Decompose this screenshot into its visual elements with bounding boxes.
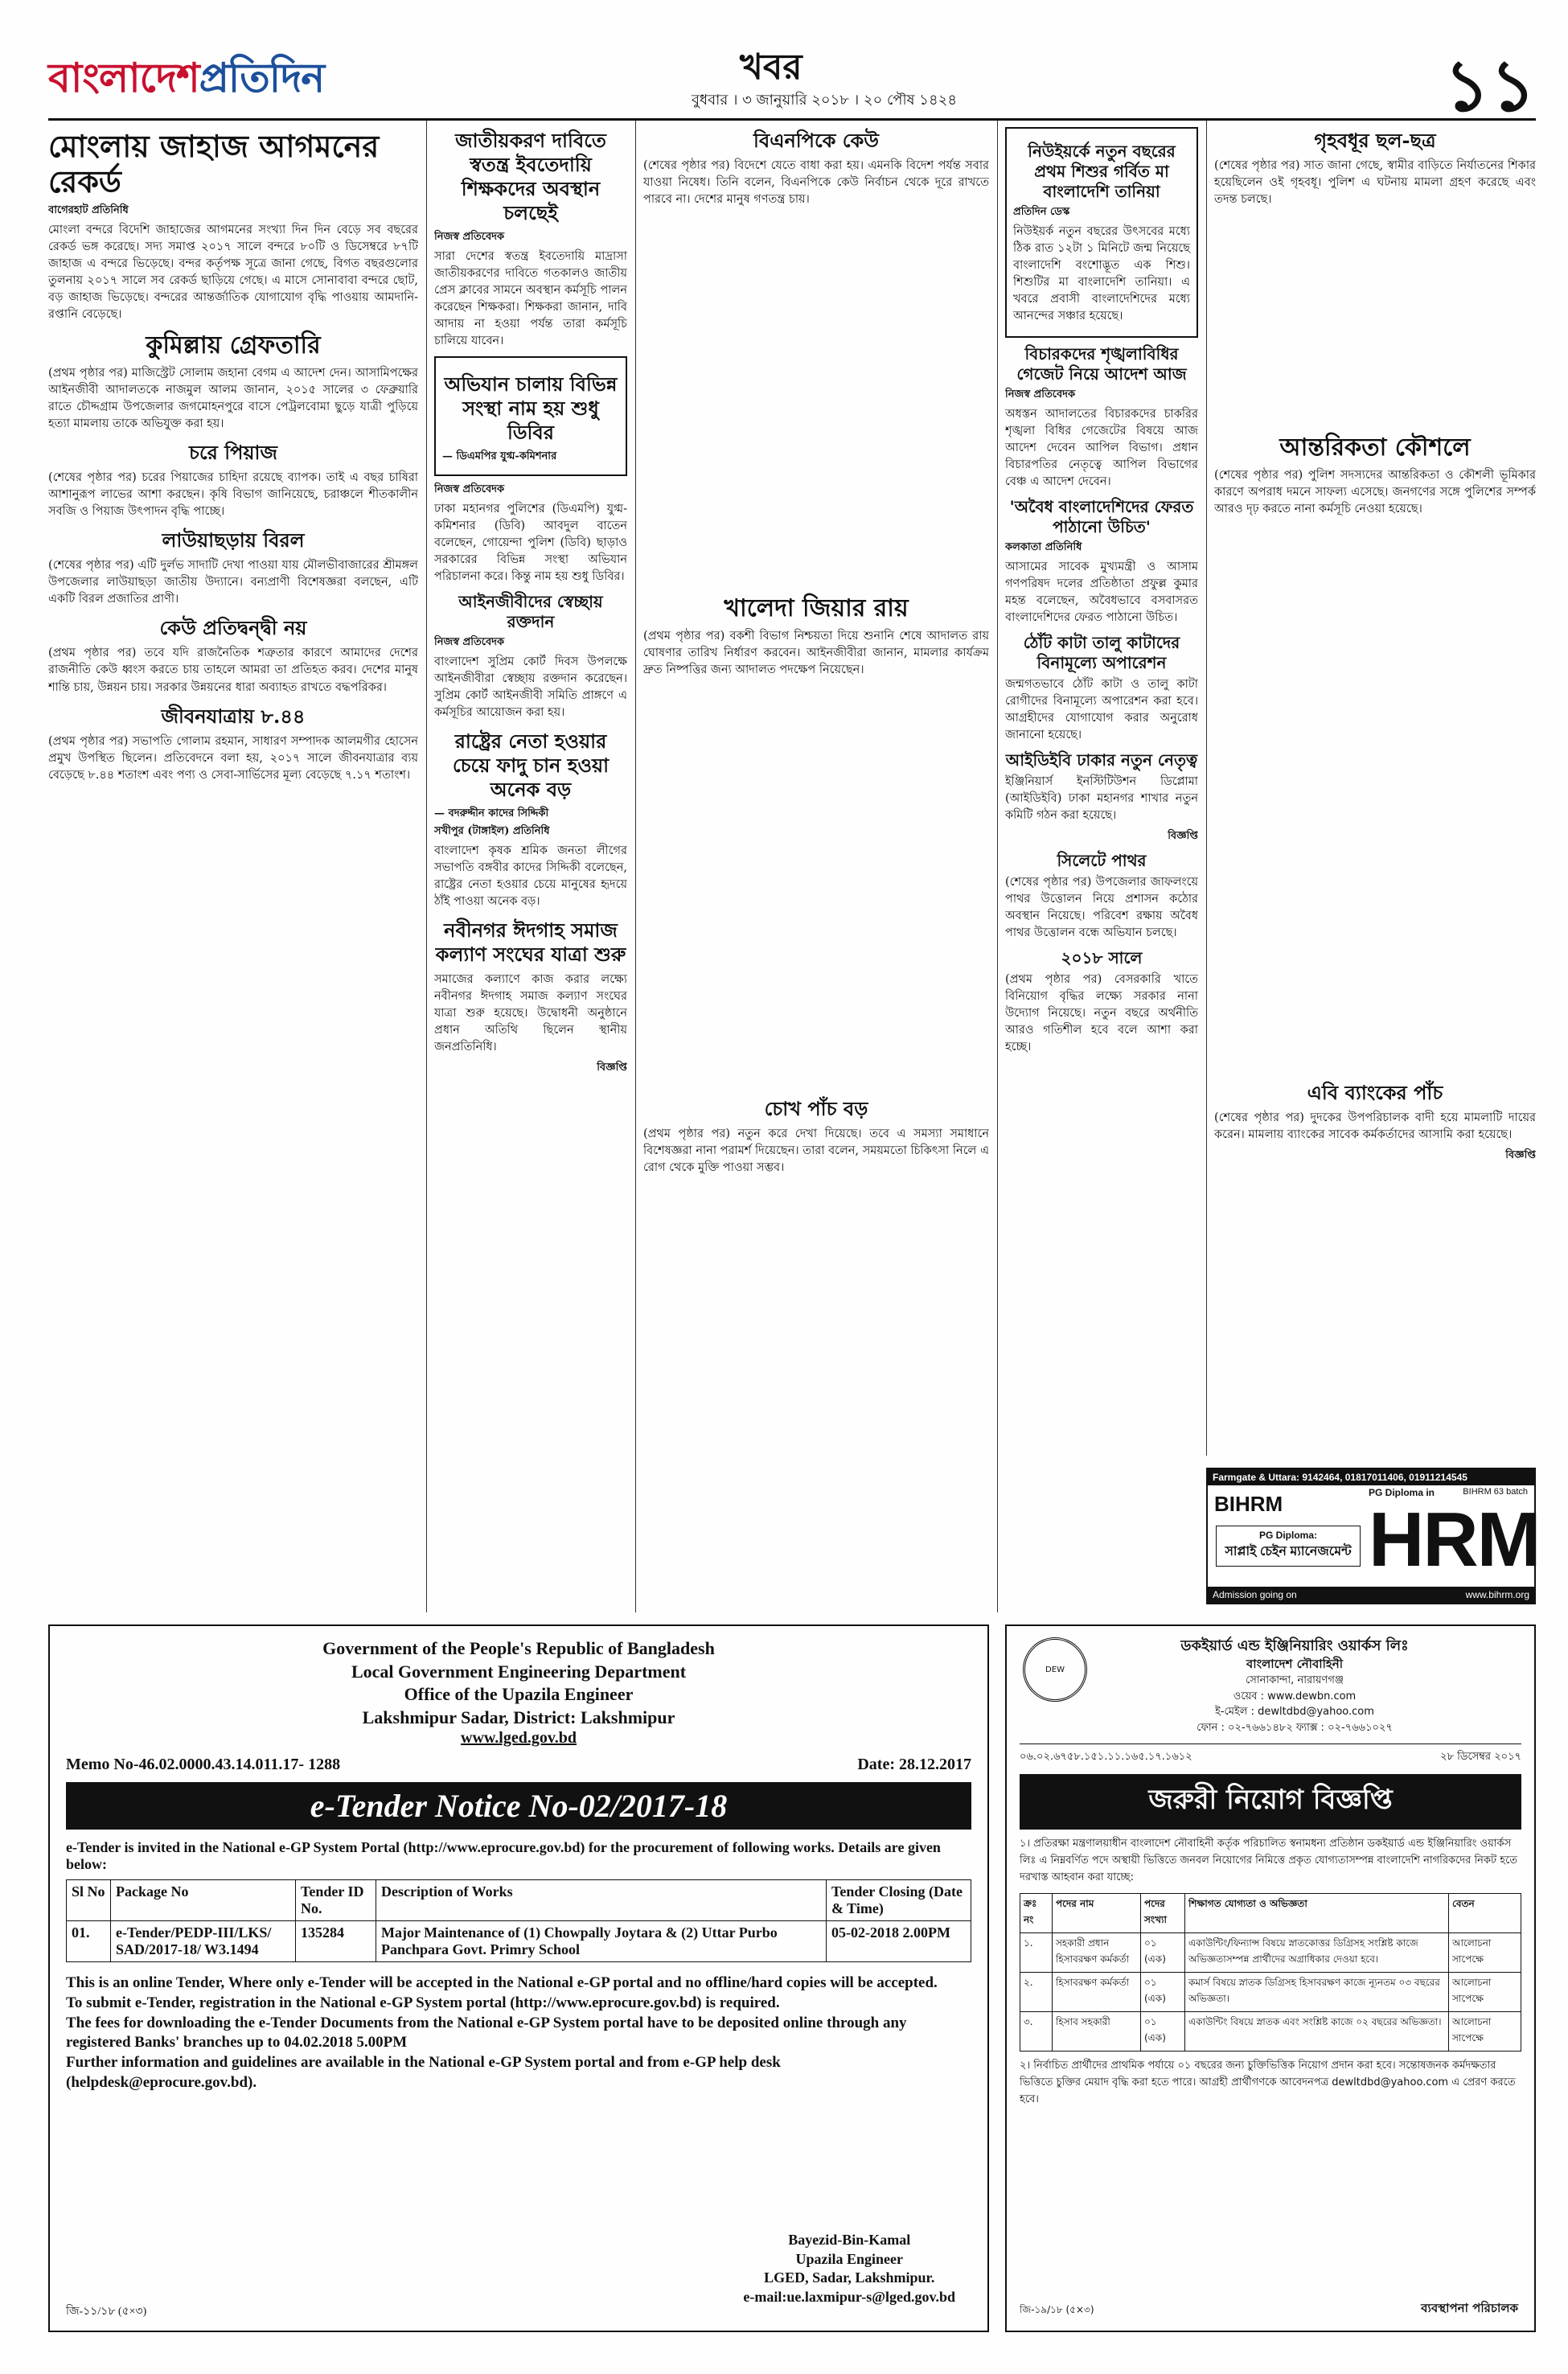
article-body: (শেষের পৃষ্ঠার পর) এটি দুর্লভ সাদাটি দেখা পাওয়া যায় মৌলভীবাজারের শ্রীমঙ্গল উপজেলার লাউয়াছড়া জাতীয় উদ্যানে। বন্যপ্রাণী বিশেষজ্ঞরা বলছেন, এটি একটি বিরল প্রজাতির প্রাণী। <box>48 559 418 606</box>
headline-ab-bank: এবি ব্যাংকের পাঁচ <box>1307 1081 1443 1105</box>
article-body: (প্রথম পৃষ্ঠার পর) বকশী বিভাগ নিশ্চয়তা দিয়ে শুনানি শেষে আদালত রায় ঘোষণার তারিখ নির্ধারণ করবেন। আইনজীবীরা জানান, মামলার কার্যক্রম দ্রুত নিষ্পত্তির জন্য আদালত পদক্ষেপ নিয়েছেন। <box>643 630 989 677</box>
company-seal-icon: DEW <box>1023 1637 1087 1702</box>
column-3 <box>643 121 989 1616</box>
tender-banner: e-Tender Notice No-02/2017-18 <box>66 1782 971 1830</box>
ad-hrm-big: HRM <box>1369 1497 1540 1583</box>
ad-pg: PG Diploma in <box>1369 1487 1435 1498</box>
ad-contact-bar: Farmgate & Uttara: 9142464, 01817011406, 01911214545 <box>1208 1469 1534 1485</box>
column-2 <box>434 121 627 1616</box>
byline: কলকাতা প্রতিনিধি <box>1005 540 1082 553</box>
headline-cumilla: কুমিল্লায় গ্রেফতারি <box>146 331 321 360</box>
source-note: বিজ্ঞপ্তি <box>597 1062 627 1074</box>
tender-table <box>66 1879 971 1962</box>
featured-box <box>1005 127 1198 338</box>
ad-code: জি-১৯/১৮ (৫×৩) <box>1020 2304 1094 2315</box>
headline-housewife: গৃহবধূর ছল-ছত্র <box>1314 129 1436 152</box>
recruitment-advertisement <box>1005 1624 1536 2332</box>
headline-cleft: ঠোঁট কাটা তালু কাটাদের বিনামূল্যে অপারেশন <box>1023 632 1180 672</box>
byline: নিজস্ব প্রতিবেদক <box>434 231 505 243</box>
article-body: (প্রথম পৃষ্ঠার পর) নতুন করে দেখা দিয়েছে। তবে এ সমস্যা সমাধানে বিশেষজ্ঞরা নানা পরামর্শ দিয়েছেন। তারা বলেন, সময়মতো চিকিৎসা নিলে এ রোগ থেকে মুক্তি পাওয়া সম্ভব। <box>643 1127 989 1175</box>
dateline: বুধবার । ৩ জানুয়ারি ২০১৮ । ২০ পৌষ ১৪২৪ <box>692 92 958 109</box>
headline-nabinagar: নবীনগর ঈদগাহ সমাজ কল্যাণ সংঘের যাত্রা শুরু <box>435 918 626 967</box>
headline-newyork: নিউইয়র্কে নতুন বছরের প্রথম শিশুর গর্বিত মা বাংলাদেশি তানিয়া <box>1028 142 1176 201</box>
headline-teachers: জাতীয়করণ দাবিতে স্বতন্ত্র ইবতেদায়ি শিক্ষকদের অবস্থান চলছেই <box>455 129 606 224</box>
masthead <box>48 32 1536 127</box>
article-body: সারা দেশের স্বতন্ত্র ইবতেদায়ি মাদ্রাসা জাতীয়করণের দাবিতে গতকালও জাতীয় প্রেস ক্লাবের সামনে অবস্থান কর্মসূচি পালন করেছেন শিক্ষকরা। শিক্ষকরা জানান, দাবি আদায় না হওয়া পর্যন্ত তারা কর্মসূচি চালিয়ে যাবেন। <box>434 249 627 347</box>
ad-sub-course: PG Diploma: সাপ্লাই চেইন ম্যানেজমেন্ট <box>1216 1526 1361 1567</box>
article-body: মোংলা বন্দরে বিদেশি জাহাজের আগমনের সংখ্যা দিন দিন বেড়ে সব বছরের রেকর্ড ভঙ্গ করেছে। সদ্য সমাপ্ত ২০১৭ সালে বন্দরে ৮০টি ও ডিসেম্বরে ৮৭টি জাহাজ এ বন্দরে ভিড়েছে। বন্দর কর্তৃপক্ষ সূত্রে জানা গেছে, বিগত বছরগুলোর তুলনায় ২০১৭ সালে সব রেকর্ড ছাড়িয়ে গেছে। এ মাসে সোনাবাবা বন্দরে ছোট, বড় জাহাজ ভিড়েছে। বন্দরের আন্তর্জাতিক যোগাযোগ বৃদ্ধি পাওয়ায় আমদানি-রপ্তানি বেড়েছে। <box>48 224 418 322</box>
article-body: অধস্তন আদালতের বিচারকদের চাকরির শৃঙ্খলা বিধির গেজেটের বিষয়ে আজ আদেশ দেবেন আপিল বিভাগ। প্রধান বিচারপতির নেতৃত্বে আপিল বিভাগের বেঞ্চ এ আদেশ দেবেন। <box>1005 407 1198 488</box>
memo-line <box>66 1756 971 1774</box>
company-email[interactable]: ই-মেইল : dewltdbd@yahoo.com <box>1215 1706 1374 1719</box>
headline-rival: কেউ প্রতিদ্বন্দ্বী নয় <box>159 616 307 640</box>
newspaper-logo: বাংলাদেশপ্রতিদিন <box>48 55 325 101</box>
signatory-title: ব্যবস্থাপনা পরিচালক <box>1421 2301 1518 2315</box>
table-row: 01. e-Tender/PEDP-III/LKS/ SAD/2017-18/ W3.1494 135284 Major Maintenance of (1) Chowpally Joytara & (2) Uttar Purbo Panchpara Govt. Primry School 05-02-2018 2.00PM <box>67 1921 971 1962</box>
headline-khaleda: খালেদা জিয়ার রায় <box>724 594 909 623</box>
article-body: (প্রথম পৃষ্ঠার পর) বেসরকারি খাতে বিনিয়োগ বৃদ্ধির লক্ষ্যে সরকার নানা উদ্যোগ নিয়েছে। নতুন বছরে অর্থনীতি আরও গতিশীল হবে বলে আশা করা হচ্ছে। <box>1005 972 1198 1054</box>
article-body: (শেষের পৃষ্ঠার পর) উপজেলার জাফলংয়ে পাথর উত্তোলন নিয়ে প্রশাসন কঠোর অবস্থান নিয়েছে। পরিবেশ রক্ষায় অবৈধ পাথর উত্তোলন বন্ধে অভিযান চলছে। <box>1005 875 1198 939</box>
page-number: ১১ <box>1443 44 1536 127</box>
headline-sincerity: আন্তরিকতা কৌশলে <box>1279 433 1471 462</box>
column-divider <box>1206 121 1207 1456</box>
memo-number: Memo No-46.02.0000.43.14.011.17- 1288 <box>66 1756 341 1774</box>
headline-illegal: 'অবৈধ বাংলাদেশিদের ফেরত পাঠানো উচিত' <box>1009 496 1194 536</box>
source-note: বিজ্ঞপ্তি <box>1168 829 1198 842</box>
table-row: ১. সহকারী প্রধান হিসাবরক্ষণ কর্মকর্তা ০১ (এক) একাউন্টিং/ফিন্যান্স বিষয়ে স্নাতকোত্তর ডিগ্রিসহ সংশ্লিষ্ট কাজে অভিজ্ঞতাসম্পন্ন প্রার্থীদের অগ্রাধিকার দেওয়া হবে। আলোচনা সাপেক্ষে <box>1020 1933 1521 1973</box>
headline-sylhet: সিলেটে পাথর <box>1057 850 1147 870</box>
headline-mongla: মোংলায় জাহাজ আগমনের রেকর্ড <box>48 128 380 199</box>
column-divider <box>997 121 998 1612</box>
headline-leader: রাষ্ট্রের নেতা হওয়ার চেয়ে ফাদু চান হওয়া অনেক বড় <box>452 729 610 801</box>
article-body: ইঞ্জিনিয়ার্স ইনস্টিটিউশন ডিপ্লোমা (আইডিইবি) ঢাকা মহানগর শাখার নতুন কমিটি গঠন করা হয়েছে। <box>1005 774 1198 822</box>
column-divider <box>635 121 636 1612</box>
ad-bottom-bar: Admission going on www.bihrm.org <box>1208 1587 1534 1603</box>
column-5 <box>1214 121 1536 1460</box>
signature-email[interactable]: e-mail:ue.laxmipur-s@lged.gov.bd <box>743 2288 955 2305</box>
table-row: ২. হিসাবরক্ষণ কর্মকর্তা ০১ (এক) কমার্স বিষয়ে স্নাতক ডিগ্রিসহ হিসাবরক্ষণ কাজে ন্যূনতম ০৩ বছরের অভিজ্ঞতা। আলোচনা সাপেক্ষে <box>1020 1973 1521 2012</box>
article-body: (প্রথম পৃষ্ঠার পর) মাজিস্ট্রেট সোলাম জহানা বেগম এ আদেশ দেন। আসামিপক্ষের আইনজীবী আদালতকে নাজমুল আলম জানান, ২০১৫ সালের ৩ ফেব্রুয়ারি রাতে চৌদ্দগ্রাম উপজেলার জগমোহনপুরে বাসে পেট্রলবোমা ছুড়ে যাত্রী পুড়িয়ে হত্যা মামলায় তাকে অভিযুক্ত করা হয়। <box>48 367 418 431</box>
byline: প্রতিদিন ডেস্ক <box>1013 206 1070 218</box>
tender-notes: This is an online Tender, Where only e-Tender will be accepted in the National e-GP portal and no offline/hard copies will be accepted. To submit e-Tender, registration in the National e-GP System portal (http://www.eprocure.gov.bd) is required. The fees for downloading the e-Tender Documents from the National e-GP System portal have to be deposited online through any registered Banks' branches up to 04.02.2018 5.00PM Further information and guidelines are available in the National e-GP System portal and from e-GP help desk (helpdesk@eprocure.gov.bd). <box>66 1974 938 2091</box>
ad-brand: BIHRM <box>1214 1492 1283 1516</box>
article-body: বাংলাদেশ কৃষক শ্রমিক জনতা লীগের সভাপতি বঙ্গবীর কাদের সিদ্দিকী বলেছেন, রাষ্ট্রের নেতা হওয়ার চেয়ে মানুষের হৃদয়ে ঠাঁই পাওয়া অনেক বড়। <box>434 844 627 909</box>
article-body: (প্রথম পৃষ্ঠার পর) সভাপতি গোলাম রহমান, সাধারণ সম্পাদক আলমগীর হোসেন প্রমুখ উপস্থিত ছিলেন। প্রতিবেদনে বলা হয়, ২০১৭ সালে জীবনযাত্রার ব্যয় বেড়েছে ৮.৪৪ শতাংশ এবং পণ্য ও সেবা-সার্ভিসের মূল্য বেড়েছে ৭.১৭ শতাংশ। <box>48 734 418 782</box>
byline: সখীপুর (টাঙ্গাইল) প্রতিনিধি <box>434 825 550 838</box>
tender-intro: e-Tender is invited in the National e-GP System Portal (http://www.eprocure.gov.bd) for the procurement of following works. Details are given below: <box>66 1839 941 1873</box>
section-title: খবর <box>740 47 802 88</box>
byline: নিজস্ব প্রতিবেদক <box>434 635 505 648</box>
table-row: ৩. হিসাব সহকারী ০১ (এক) একাউন্টিং বিষয়ে স্নাতক এবং সংশ্লিষ্ট কাজে ০২ বছরের অভিজ্ঞতা। আলোচনা সাপেক্ষে <box>1020 2012 1521 2052</box>
byline: নিজস্ব প্রতিবেদক <box>434 483 505 495</box>
company-contact: সোনাকান্দা, নারায়ণগঞ্জ ওয়েব : www.dewbn.com ই-মেইল : dewltdbd@yahoo.com ফোন : ০২-৭৬৬১৪৮২ ফ্যাক্স : ০২-৭৬৬১০২৭ <box>1068 1673 1521 1735</box>
quote-box <box>434 356 627 476</box>
byline: নিজস্ব প্রতিবেদক <box>1005 388 1076 400</box>
ad-website-link[interactable]: www.bihrm.org <box>1465 1589 1529 1600</box>
article-body: সমাজের কল্যাণে কাজ করার লক্ষ্যে নবীনগর ঈদগাহ সমাজ কল্যাণ সংঘের যাত্রা শুরু হয়েছে। উদ্বোধনী অনুষ্ঠানে প্রধান অতিথি ছিলেন স্থানীয় জনপ্রতিনিধি। <box>434 973 627 1054</box>
headline-ideb: আইডিইবি ঢাকার নতুন নেতৃত্ব <box>1005 750 1198 770</box>
article-body: (প্রথম পৃষ্ঠার পর) তবে যদি রাজনৈতিক শত্রুতার কারণে আমাদের দেশের রাজনীতি কেউ ধ্বংস করতে চায় তাহলে আমরা তা প্রতিহত করব। দেশের মানুষ শান্তি চায়, উন্নয়ন চায়। সরকার উন্নয়নের ধারা অব্যাহত রাখতে বদ্ধপরিকর। <box>48 647 418 694</box>
lged-website-link[interactable]: www.lged.gov.bd <box>461 1729 577 1748</box>
article-body: বাংলাদেশ সুপ্রিম কোর্ট দিবস উপলক্ষে আইনজীবীরা স্বেচ্ছায় রক্তদান করেছেন। সুপ্রিম কোর্ট আইনজীবী সমিতি প্রাঙ্গণে এ কর্মসূচির আয়োজন করা হয়। <box>434 655 627 719</box>
recruitment-table <box>1020 1893 1521 2052</box>
quote-attribution: — বদরুদ্দীন কাদের সিদ্দিকী <box>434 807 549 819</box>
headline-blood: আইনজীবীদের স্বেচ্ছায় রক্তদান <box>458 591 603 631</box>
company-name: ডকইয়ার্ড এন্ড ইঞ্জিনিয়ারিং ওয়ার্কস লিঃ বাংলাদেশ নৌবাহিনী <box>1180 1637 1409 1672</box>
table-header-row: Sl No Package No Tender ID No. Description of Works Tender Closing (Date & Time) <box>67 1880 971 1921</box>
column-divider <box>426 121 427 1612</box>
article-body: নিউইয়র্ক নতুন বছরের উৎসবের মধ্যে ঠিক রাত ১২টা ১ মিনিটে জন্ম নিয়েছে বাংলাদেশি বংশোদ্ভূত এক শিশু। শিশুটির মা বাংলাদেশি তানিয়া। এ খবরে প্রবাসী বাংলাদেশিদের মধ্যে আনন্দের সঞ্চার হয়েছে। <box>1013 224 1190 322</box>
article-body: (শেষের পৃষ্ঠার পর) পুলিশ সদস্যদের আন্তরিকতা ও কৌশলী ভূমিকার কারণে অপরাধ দমনে সাফল্য এসেছে। জনগণের সঙ্গে পুলিশের সম্পর্ক আরও দৃঢ় করতে নানা কর্মসূচি নেওয়া হয়েছে। <box>1214 469 1536 516</box>
headline-db: অভিযান চালায় বিভিন্ন সংস্থা নাম হয় শুধু ডিবির <box>444 372 618 444</box>
article-body: (শেষের পৃষ্ঠার পর) দুদকের উপপরিচালক বাদী হয়ে মামলাটি দায়ের করেন। মামলায় ব্যাংকের সাবেক কর্মকর্তাদের আসামি করা হয়েছে। <box>1214 1111 1536 1142</box>
headline-eye: চোখ পাঁচ বড় <box>764 1097 868 1121</box>
headline-bnp: বিএনপিকে কেউ <box>753 129 879 152</box>
table-header-row: ক্রঃ নং পদের নাম পদের সংখ্যা শিক্ষাগত যোগ্যতা ও অভিজ্ঞতা বেতন <box>1020 1894 1521 1933</box>
headline-onion: চরে পিয়াজ <box>189 441 277 465</box>
reference-line: ০৬.০২.৬৭৫৮.১৫১.১১.১৬৫.১৭.১৬১২ ২৮ ডিসেম্বর ২০১৭ <box>1020 1744 1521 1766</box>
headline-2018: ২০১৮ সালে <box>1061 947 1143 967</box>
company-website[interactable]: ওয়েব : www.dewbn.com <box>1233 1690 1357 1702</box>
column-1 <box>48 121 418 1616</box>
ad-batch: BIHRM 63 batch <box>1463 1487 1528 1497</box>
article-body: ঢাকা মহানগর পুলিশের (ডিএমপি) যুগ্ম-কমিশনার (ডিবি) আবদুল বাতেন বলেছেন, গোয়েন্দা পুলিশ (ডিবি) ছাড়াও সরকারের বিভিন্ন সংস্থা অভিযান পরিচালনা করে। কিন্তু নাম হয় শুধু ডিবির। <box>434 502 627 583</box>
source-note: বিজ্ঞপ্তি <box>1505 1149 1536 1162</box>
byline: বাগেরহাট প্রতিনিধি <box>48 204 129 217</box>
tender-signature: Bayezid-Bin-Kamal Upazila Engineer LGED, Sadar, Lakshmipur. e-mail:ue.laxmipur-s@lged.gov.bd <box>743 2231 955 2306</box>
e-tender-notice <box>48 1624 989 2332</box>
bihrm-advertisement[interactable] <box>1206 1468 1540 1604</box>
ad-code: জি-১১/১৮ (৫×৩) <box>66 2306 147 2318</box>
article-body: আসামের সাবেক মুখ্যমন্ত্রী ও আসাম গণপরিষদ দলের প্রতিষ্ঠাতা প্রফুল্ল কুমার মহন্ত বলেছেন, অবৈধভাবে বসবাসরত বাংলাদেশিদের ফেরত পাঠানো উচিত। <box>1005 560 1198 624</box>
article-body: জন্মগতভাবে ঠোঁট কাটা ও তালু কাটা রোগীদের বিনামূল্যে অপারেশন করা হবে। আগ্রহীদের যোগাযোগ করার অনুরোধ জানানো হয়েছে। <box>1005 677 1198 741</box>
headline-living-cost: জীবনযাত্রায় ৮.৪৪ <box>161 704 306 728</box>
article-body: (শেষের পৃষ্ঠার পর) সাত জানা গেছে, স্বামীর বাড়িতে নির্যাতনের শিকার হয়েছিলেন ওই গৃহবধূ। পুলিশ এ ঘটনায় মামলা গ্রহণ করেছে এবং তদন্ত চলছে। <box>1214 159 1536 207</box>
recruitment-intro: ১। প্রতিরক্ষা মন্ত্রণালয়াধীন বাংলাদেশ নৌবাহিনী কর্তৃক পরিচালিত স্বনামধন্য প্রতিষ্ঠান ডকইয়ার্ড এন্ড ইঞ্জিনিয়ারিং ওয়ার্কস লিঃ এ নিম্নবর্ণিত পদে অস্থায়ী ভিত্তিতে জনবল নিয়োগের নিমিত্তে প্রকৃত যোগ্যতাসম্পন্ন বাংলাদেশি নাগরিকদের নিকট হতে দরখাস্ত আহবান করা যাচ্ছে: <box>1020 1838 1518 1884</box>
article-body: (শেষের পৃষ্ঠার পর) বিদেশে যেতে বাধা করা হয়। এমনকি বিদেশ পর্যন্ত সবার যাওয়া নিষেধ। তিনি বলেন, বিএনপিকে কেউ নির্বাচন থেকে দূরে রাখতে পারবে না। দেশের মানুষ গণতন্ত্র চায়। <box>643 159 989 207</box>
memo-date: Date: 28.12.2017 <box>857 1756 971 1774</box>
recruitment-banner: জরুরী নিয়োগ বিজ্ঞপ্তি <box>1020 1774 1521 1830</box>
headline-judges: বিচারকদের শৃঙ্খলাবিধির গেজেট নিয়ে আদেশ আজ <box>1016 343 1187 384</box>
recruitment-terms: ২। নির্বাচিত প্রার্থীদের প্রাথমিক পর্যায়ে ০১ বছরের জন্য চুক্তিভিত্তিক নিয়োগ প্রদান করা হবে। সন্তোষজনক কর্মদক্ষতার ভিত্তিতে চুক্তির মেয়াদ বৃদ্ধি করা হতে পারে। আগ্রহী প্রার্থীগণকে আবেদনপত্র dewltdbd@yahoo.com এ প্রেরণ করতে হবে। <box>1020 2060 1516 2106</box>
quote-attribution: — ডিএমপির যুগ্ম-কমিশনার <box>442 450 557 462</box>
article-body: (শেষের পৃষ্ঠার পর) চরের পিয়াজের চাহিদা রয়েছে ব্যাপক। তাই এ বছর চাষিরা আশানুরূপ লাভের আশা করছেন। কৃষি বিভাগ জানিয়েছে, চরাঞ্চলে শীতকালীন সবজি ও পিয়াজ উৎপাদন বৃদ্ধি পাচ্ছে। <box>48 471 418 519</box>
headline-lawachara: লাউয়াছড়ায় বিরল <box>162 528 305 552</box>
tender-header: Government of the People's Republic of Bangladesh Local Government Engineering Department Office of the Upazila Engineer Lakshmipur Sadar, District: Lakshmipur <box>322 1638 715 1727</box>
column-4 <box>1005 121 1198 1616</box>
